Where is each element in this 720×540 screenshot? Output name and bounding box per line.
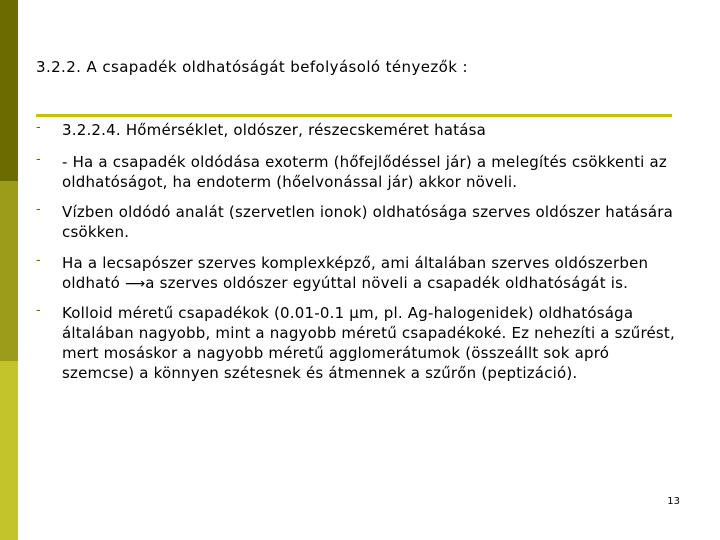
list-item-text-part: a szerves oldószer egyúttal növeli a csapadék oldhatóságát is. [145,274,629,292]
slide-title: 3.2.2. A csapadék oldhatóságát befolyásoló tényezők : [36,58,468,76]
bullet-dash: - [36,253,41,268]
bullet-dash: - [36,202,41,217]
list-item-text-part: Ha a lecsapószer szerves komplexképző, ami általában szerves oldószerben oldható [62,254,649,292]
sidebar-segment-bottom [0,361,18,540]
bullet-dash: - [36,303,41,318]
title-divider [36,114,672,117]
list-item-text: Vízben oldódó analát (szervetlen ionok) oldhatósága szerves oldószer hatására csökken. [62,203,673,241]
sidebar-decoration [0,0,18,540]
sidebar-segment-top [0,0,18,181]
list-item-text: 3.2.2.4. Hőmérséklet, oldószer, részecskeméret hatása [62,121,487,139]
arrow-right-icon: ⟶ [125,276,146,292]
list-item-text [62,253,686,294]
list-item-text: - Ha a csapadék oldódása exoterm (hőfejlődéssel jár) a melegítés csökkenti az oldhatóságot, ha endoterm (hőelvonással jár) akkor növeli. [62,153,667,191]
list-item-text: Kolloid méretű csapadékok (0.01-0.1 µm, pl. Ag-halogenidek) oldhatósága általában nagyobb, mint a nagyobb méretű csapadékoké. Ez nehezíti a szűrést, mert mosáskor a nagyobb méretű agglomerátumok (összeállt sok apró szemcse) a könnyen szétesnek és átmennek a szűrőn (peptizáció). [62,304,675,382]
sidebar-segment-middle [0,181,18,361]
bullet-dash: - [36,120,41,135]
bullet-dash: - [36,152,41,167]
page-number: 13 [667,496,680,507]
